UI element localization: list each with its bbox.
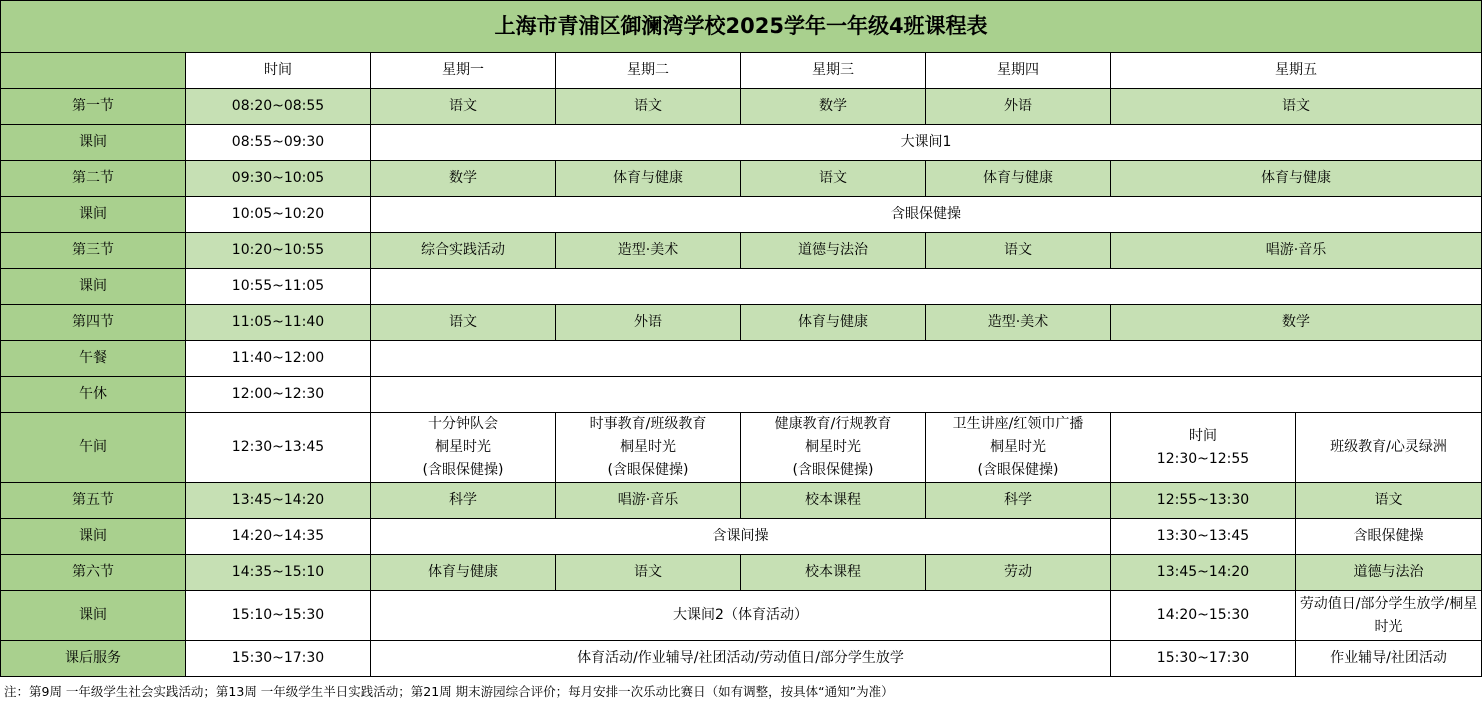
break-3-row <box>1 269 1482 305</box>
row-label: 课间 <box>1 519 186 555</box>
page-title: 上海市青浦区御澜湾学校2025学年一年级4班课程表 <box>1 1 1482 53</box>
course-cell: 体育与健康 <box>926 161 1111 197</box>
corner-cell <box>1 53 186 89</box>
nap-row <box>1 377 1482 413</box>
course-cell: 道德与法治 <box>741 233 926 269</box>
friday-course-cell: 作业辅导/社团活动 <box>1296 641 1482 677</box>
time-cell: 10:20~10:55 <box>186 233 371 269</box>
course-cell: 语文 <box>1111 89 1482 125</box>
noon-cell-monday <box>371 413 556 483</box>
header-wednesday: 星期三 <box>741 53 926 89</box>
friday-time-cell: 13:30~13:45 <box>1111 519 1296 555</box>
time-cell: 11:40~12:00 <box>186 341 371 377</box>
break-2-row <box>1 197 1482 233</box>
course-cell: 唱游·音乐 <box>1111 233 1482 269</box>
noon-row <box>1 413 1482 483</box>
noon-cell-thursday <box>926 413 1111 483</box>
break-5-row <box>1 519 1482 555</box>
time-cell: 09:30~10:05 <box>186 161 371 197</box>
row-label: 第六节 <box>1 555 186 591</box>
break-note: 含课间操 <box>371 519 1111 555</box>
lunch-row <box>1 341 1482 377</box>
noon-line: 桐星时光 <box>990 439 1046 455</box>
row-label: 课后服务 <box>1 641 186 677</box>
noon-line: 时事教育/班级教育 <box>589 416 707 432</box>
course-cell: 体育与健康 <box>1111 161 1482 197</box>
time-cell: 08:20~08:55 <box>186 89 371 125</box>
break-1-row <box>1 125 1482 161</box>
course-cell: 科学 <box>926 483 1111 519</box>
noon-line: (含眼保健操) <box>792 462 874 478</box>
noon-cell-tuesday <box>556 413 741 483</box>
friday-time-cell <box>1111 413 1296 483</box>
time-cell: 11:05~11:40 <box>186 305 371 341</box>
time-cell: 14:35~15:10 <box>186 555 371 591</box>
course-cell: 数学 <box>1111 305 1482 341</box>
course-cell: 语文 <box>556 555 741 591</box>
row-label: 课间 <box>1 269 186 305</box>
header-row <box>1 53 1482 89</box>
time-cell: 10:05~10:20 <box>186 197 371 233</box>
header-thursday: 星期四 <box>926 53 1111 89</box>
course-cell: 唱游·音乐 <box>556 483 741 519</box>
time-cell: 13:45~14:20 <box>186 483 371 519</box>
friday-time-cell: 13:45~14:20 <box>1111 555 1296 591</box>
row-label: 第三节 <box>1 233 186 269</box>
friday-course-cell: 语文 <box>1296 483 1482 519</box>
noon-line: (含眼保健操) <box>422 462 504 478</box>
course-cell: 语文 <box>371 305 556 341</box>
noon-line: (含眼保健操) <box>977 462 1059 478</box>
footnote: 注：第9周 一年级学生社会实践活动；第13周 一年级学生半日实践活动；第21周 期末游园综合评价；每月安排一次乐动比赛日（如有调整，按具体“通知”为准） <box>4 684 894 699</box>
noon-line: 桐星时光 <box>620 439 676 455</box>
friday-time-cell: 12:55~13:30 <box>1111 483 1296 519</box>
header-monday: 星期一 <box>371 53 556 89</box>
time-cell: 10:55~11:05 <box>186 269 371 305</box>
header-time: 时间 <box>186 53 371 89</box>
time-cell: 14:20~14:35 <box>186 519 371 555</box>
course-cell: 体育与健康 <box>741 305 926 341</box>
empty-cell <box>371 341 1482 377</box>
course-cell: 外语 <box>926 89 1111 125</box>
course-cell: 语文 <box>926 233 1111 269</box>
course-cell: 体育与健康 <box>556 161 741 197</box>
friday-time-cell: 14:20~15:30 <box>1111 591 1296 641</box>
time-cell: 08:55~09:30 <box>186 125 371 161</box>
course-cell: 语文 <box>556 89 741 125</box>
course-cell: 数学 <box>371 161 556 197</box>
empty-cell <box>371 269 1482 305</box>
time-cell: 12:00~12:30 <box>186 377 371 413</box>
course-cell: 外语 <box>556 305 741 341</box>
title-row <box>1 1 1482 53</box>
break-note: 大课间1 <box>371 125 1482 161</box>
course-cell: 综合实践活动 <box>371 233 556 269</box>
row-label: 午餐 <box>1 341 186 377</box>
break-note: 含眼保健操 <box>371 197 1482 233</box>
row-label: 午间 <box>1 413 186 483</box>
time-cell: 15:10~15:30 <box>186 591 371 641</box>
course-cell: 造型·美术 <box>926 305 1111 341</box>
period-3-row <box>1 233 1482 269</box>
row-label: 第一节 <box>1 89 186 125</box>
row-label: 第五节 <box>1 483 186 519</box>
noon-line: (含眼保健操) <box>607 462 689 478</box>
header-friday: 星期五 <box>1111 53 1482 89</box>
period-1-row <box>1 89 1482 125</box>
noon-line: 桐星时光 <box>435 439 491 455</box>
row-label: 课间 <box>1 591 186 641</box>
course-cell: 科学 <box>371 483 556 519</box>
course-cell: 体育与健康 <box>371 555 556 591</box>
course-cell: 校本课程 <box>741 483 926 519</box>
friday-course-cell: 道德与法治 <box>1296 555 1482 591</box>
course-cell: 劳动 <box>926 555 1111 591</box>
noon-cell-wednesday <box>741 413 926 483</box>
friday-course-cell: 班级教育/心灵绿洲 <box>1296 413 1482 483</box>
break-note: 大课间2（体育活动） <box>371 591 1111 641</box>
after-school-note: 体育活动/作业辅导/社团活动/劳动值日/部分学生放学 <box>371 641 1111 677</box>
noon-line: 十分钟队会 <box>428 416 498 432</box>
break-6-row <box>1 591 1482 641</box>
friday-time-cell: 15:30~17:30 <box>1111 641 1296 677</box>
friday-time-header: 时间 <box>1189 427 1217 444</box>
empty-cell <box>371 377 1482 413</box>
noon-line: 卫生讲座/红领巾广播 <box>952 416 1084 432</box>
course-cell: 校本课程 <box>741 555 926 591</box>
period-5-row <box>1 483 1482 519</box>
course-cell: 语文 <box>741 161 926 197</box>
period-6-row <box>1 555 1482 591</box>
course-cell: 语文 <box>371 89 556 125</box>
row-label: 第二节 <box>1 161 186 197</box>
friday-course-cell: 含眼保健操 <box>1296 519 1482 555</box>
row-label: 午休 <box>1 377 186 413</box>
row-label: 课间 <box>1 125 186 161</box>
time-cell: 15:30~17:30 <box>186 641 371 677</box>
period-4-row <box>1 305 1482 341</box>
friday-time-value: 12:30~12:55 <box>1156 450 1250 467</box>
row-label: 第四节 <box>1 305 186 341</box>
noon-line: 健康教育/行规教育 <box>774 416 892 432</box>
time-cell: 12:30~13:45 <box>186 413 371 483</box>
row-label: 课间 <box>1 197 186 233</box>
after-school-row <box>1 641 1482 677</box>
course-cell: 数学 <box>741 89 926 125</box>
course-cell: 造型·美术 <box>556 233 741 269</box>
period-2-row <box>1 161 1482 197</box>
header-tuesday: 星期二 <box>556 53 741 89</box>
friday-course-cell: 劳动值日/部分学生放学/桐星时光 <box>1296 591 1482 641</box>
noon-line: 桐星时光 <box>805 439 861 455</box>
